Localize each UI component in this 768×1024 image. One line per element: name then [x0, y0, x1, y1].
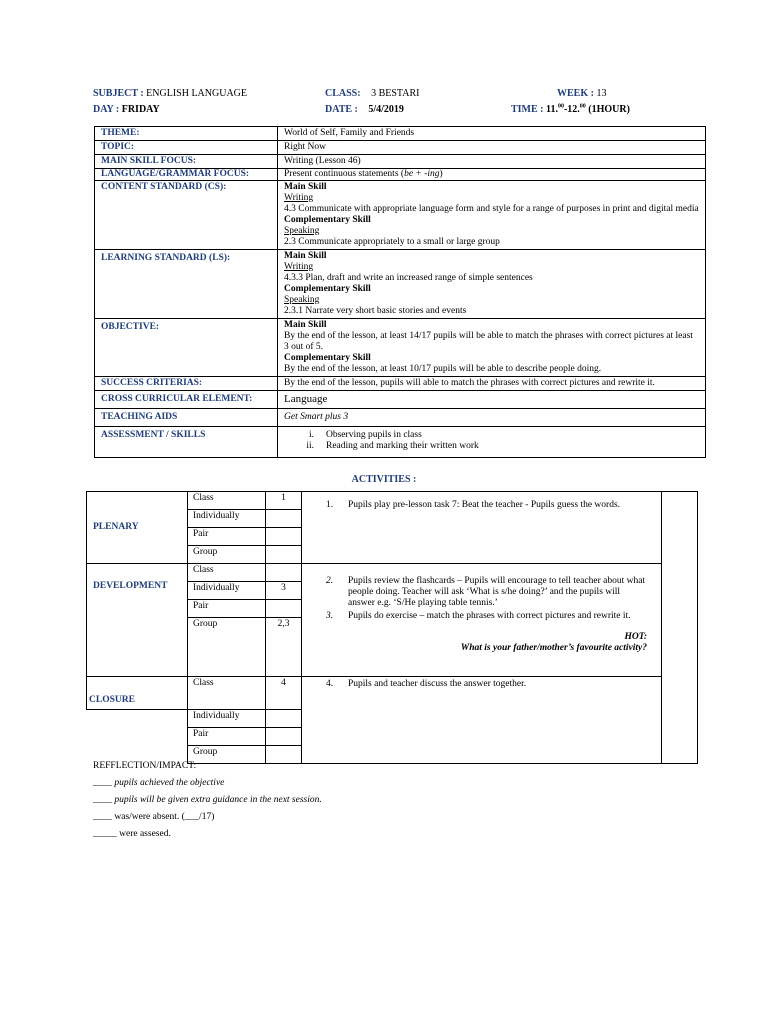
grammar-value-b: be + -ing [404, 169, 440, 179]
development-num-pair [266, 600, 302, 618]
cs-comp-skill: Speaking [284, 226, 320, 236]
ls-main-skill: Writing [284, 262, 314, 272]
plenary-num-pair [266, 528, 302, 546]
day-label: DAY : [93, 104, 120, 115]
time-duration: (1HOUR) [585, 104, 630, 115]
notes-column [662, 492, 698, 764]
obj-label: OBJECTIVE: [95, 319, 278, 377]
week-label: WEEK : [557, 88, 594, 99]
mode-class: Class [188, 492, 266, 510]
mode-individually: Individually [188, 510, 266, 528]
cs-comp-text: 2.3 Communicate appropriately to a small or large group [284, 237, 500, 247]
learning-standard-row [95, 250, 706, 319]
grammar-value [278, 169, 706, 181]
theme-value: World of Self, Family and Friends [278, 127, 706, 141]
cce-value: Language [278, 391, 706, 409]
mode-individually: Individually [188, 582, 266, 600]
development-item-text-1: Pupils review the flashcards – Pupils will encourage to tell teacher about what people doing. Teacher will ask ‘What is s/he doing?’ and the pupils will answer e.g. ‘S/He playing table tennis.’ [348, 576, 646, 608]
mode-pair: Pair [188, 600, 266, 618]
class-label: CLASS: [325, 88, 361, 99]
cs-main-title: Main Skill [284, 182, 327, 192]
hot-question [326, 632, 647, 654]
hot-label: HOT: [624, 632, 647, 642]
closure-label: CLOSURE [87, 677, 188, 710]
reflection-text-1: pupils achieved the objective [112, 778, 225, 788]
time-sep: -12. [563, 104, 580, 115]
grammar-label: LANGUAGE/GRAMMAR FOCUS: [95, 169, 278, 181]
assess-text-1: Observing pupils in class [326, 430, 422, 440]
reflection-text-2: pupils will be given extra guidance in the next session. [112, 795, 322, 805]
reflection-blank-1: ____ [93, 778, 112, 788]
week-field [557, 88, 606, 99]
development-row-class [87, 564, 698, 582]
plenary-item-text: Pupils play pre-lesson task 7: Beat the teacher - Pupils guess the words. [348, 500, 621, 510]
plenary-num-class: 1 [266, 492, 302, 510]
reflection-blank-4: _____ [93, 829, 117, 839]
ls-value [278, 250, 706, 319]
grammar-value-c: ) [439, 169, 443, 179]
assess-label: ASSESSMENT / SKILLS [95, 427, 278, 458]
ls-comp-title: Complementary Skill [284, 284, 371, 294]
teaching-aids-row [95, 409, 706, 427]
list-item [326, 611, 647, 622]
development-num-group: 2,3 [266, 618, 302, 677]
activities-title: ACTIVITIES : [351, 474, 417, 485]
time-label: TIME : [511, 104, 544, 115]
time-field [511, 104, 630, 115]
assess-text-2: Reading and marking their written work [326, 441, 479, 451]
mode-class: Class [188, 677, 266, 710]
obj-comp-title: Complementary Skill [284, 353, 371, 363]
mode-pair: Pair [188, 528, 266, 546]
list-item [326, 576, 647, 609]
success-criteria-row [95, 377, 706, 391]
reflection-line-3 [93, 812, 214, 822]
development-label: DEVELOPMENT [87, 564, 188, 677]
mode-group: Group [188, 546, 266, 564]
hot-text: What is your father/mother’s favourite activity? [460, 643, 647, 653]
class-field [325, 88, 419, 99]
plenary-label: PLENARY [87, 492, 188, 564]
obj-comp-text: By the end of the lesson, at least 10/17 pupils will be able to describe people doing. [284, 364, 602, 374]
plenary-row-class [87, 492, 698, 510]
reflection-line-4 [93, 829, 171, 839]
mode-group: Group [188, 746, 266, 764]
assessment-row [95, 427, 706, 458]
closure-item-num: 4. [326, 679, 334, 689]
obj-value [278, 319, 706, 377]
development-item-num-1: 2. [326, 576, 334, 586]
mode-individually: Individually [188, 710, 266, 728]
list-item [284, 430, 699, 441]
time-end-min: 00 [579, 103, 586, 110]
reflection-blank-3: ____ [93, 812, 112, 822]
plenary-activity [302, 492, 662, 564]
obj-main-title: Main Skill [284, 320, 327, 330]
aids-value: Get Smart plus 3 [278, 409, 706, 427]
class-value: 3 BESTARI [371, 88, 420, 99]
skill-row [95, 155, 706, 169]
list-item [326, 679, 647, 690]
closure-spacer [87, 710, 188, 728]
ls-main-title: Main Skill [284, 251, 327, 261]
aids-label: TEACHING AIDS [95, 409, 278, 427]
cs-label: CONTENT STANDARD (CS): [95, 181, 278, 250]
sc-value: By the end of the lesson, pupils will able to match the phrases with correct pictures and rewrite it. [278, 377, 706, 391]
content-standard-row [95, 181, 706, 250]
date-value: 5/4/2019 [368, 104, 404, 115]
plenary-item-num: 1. [326, 500, 334, 510]
date-label: DATE : [325, 104, 358, 115]
closure-activity [302, 677, 662, 764]
activities-table [86, 491, 698, 764]
obj-main-text: By the end of the lesson, at least 14/17 pupils will be able to match the phrases with correct pictures at least 3 out of 5. [284, 331, 693, 352]
objective-row [95, 319, 706, 377]
reflection-blank-2: ____ [93, 795, 112, 805]
time-start-min: 00 [557, 103, 564, 110]
theme-row [95, 127, 706, 141]
skill-label: MAIN SKILL FOCUS: [95, 155, 278, 169]
cs-value [278, 181, 706, 250]
development-num-individually: 3 [266, 582, 302, 600]
reflection-line-1 [93, 778, 224, 788]
mode-class: Class [188, 564, 266, 582]
topic-row [95, 141, 706, 155]
reflection-line-2 [93, 795, 322, 805]
topic-value: Right Now [278, 141, 706, 155]
cce-row [95, 391, 706, 409]
reflection-text-4: were assesed. [116, 829, 171, 839]
cs-main-text: 4.3 Communicate with appropriate language form and style for a range of purposes in print and digital media [284, 204, 699, 214]
skill-value: Writing (Lesson 46) [278, 155, 706, 169]
time-start-hour: 11. [546, 104, 558, 115]
day-value: FRIDAY [121, 104, 160, 115]
grammar-row [95, 169, 706, 181]
closure-row-class [87, 677, 698, 710]
cce-label: CROSS CURRICULAR ELEMENT: [95, 391, 278, 409]
reflection-text-3: was/were absent. (___/17) [112, 812, 215, 822]
ls-comp-skill: Speaking [284, 295, 320, 305]
mode-pair: Pair [188, 728, 266, 746]
assess-value [278, 427, 706, 458]
subject-value: ENGLISH LANGUAGE [146, 88, 247, 99]
closure-num-class: 4 [266, 677, 302, 710]
closure-item-text: Pupils and teacher discuss the answer together. [348, 679, 527, 689]
closure-num-group [266, 746, 302, 764]
plenary-num-group [266, 546, 302, 564]
closure-spacer [87, 728, 188, 746]
week-value: 13 [596, 88, 607, 99]
assess-num-2: ii. [306, 441, 314, 451]
development-activity [302, 564, 662, 677]
date-field [325, 104, 404, 115]
theme-label: THEME: [95, 127, 278, 141]
ls-main-text: 4.3.3 Plan, draft and write an increased range of simple sentences [284, 273, 533, 283]
development-item-num-2: 3. [326, 611, 334, 621]
cs-main-skill: Writing [284, 193, 314, 203]
ls-comp-text: 2.3.1 Narrate very short basic stories and events [284, 306, 467, 316]
grammar-value-a: Present continuous statements ( [284, 169, 405, 179]
ls-label: LEARNING STANDARD (LS): [95, 250, 278, 319]
assess-list [284, 430, 699, 452]
list-item [326, 500, 647, 511]
mode-group: Group [188, 618, 266, 677]
day-field [93, 104, 160, 115]
topic-label: TOPIC: [95, 141, 278, 155]
cs-comp-title: Complementary Skill [284, 215, 371, 225]
plenary-num-individually [266, 510, 302, 528]
lesson-info-table [94, 126, 706, 458]
assess-num-1: i. [308, 430, 314, 440]
closure-num-pair [266, 728, 302, 746]
development-item-text-2: Pupils do exercise – match the phrases with correct pictures and rewrite it. [348, 611, 631, 621]
reflection-title: REFFLECTION/IMPACT: [93, 761, 197, 771]
list-item [284, 441, 699, 452]
closure-num-individually [266, 710, 302, 728]
sc-label: SUCCESS CRITERIAS: [95, 377, 278, 391]
development-num-class [266, 564, 302, 582]
subject-field [93, 88, 247, 99]
subject-label: SUBJECT : [93, 88, 144, 99]
